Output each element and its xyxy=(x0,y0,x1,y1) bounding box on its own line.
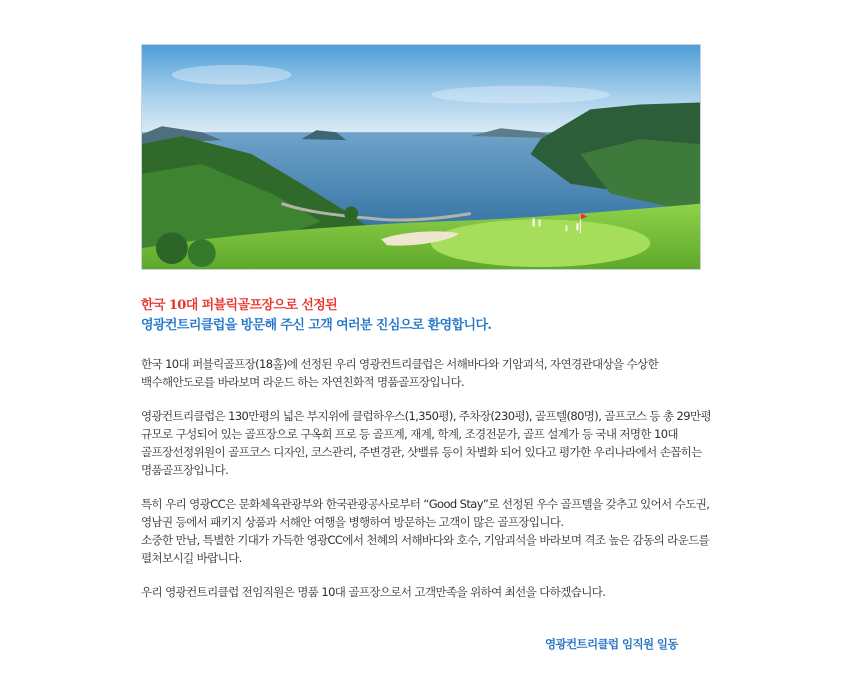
signature: 영광컨트리클럽 임직원 일동 xyxy=(545,637,678,651)
paragraph-commitment: 우리 영광컨트리클럽 전임직원은 명품 10대 골프장으로서 고객만족을 위하여 최선을 다하겠습니다. xyxy=(141,585,606,599)
headline-line-welcome: 영광컨트리클럽을 방문해 주신 고객 여러분 진심으로 환영합니다. xyxy=(141,318,492,333)
paragraph-facilities: 영광컨트리클럽은 130만평의 넓은 부지위에 클럽하우스(1,350평), 주차장(230평), 골프텔(80명), 골프코스 등 총 29만평 규모로 구성되어 있는 골프장으로 구옥희 프로 등 골프계, 재계, 학계, 조경전문가, 골프 설계가 등 국내 저명한 10대 골프장선정위원이 골프코스 디자인, 코스관리, 주변경관, 샷밸류 등이 차별화 되어 있다고 평가한 우리나라에서 손꼽히는 명품골프장입니다. xyxy=(141,409,711,477)
golf-course-seaside-icon xyxy=(142,45,700,269)
intro-body xyxy=(141,355,716,617)
paragraph-intro: 한국 10대 퍼블릭골프장(18홀)에 선정된 우리 영광컨트리클럽은 서해바다와 기암괴석, 자연경관대상을 수상한 백수해안도로를 바라보며 라운드 하는 자연친화적 명품골프장입니다. xyxy=(141,357,659,389)
headline-line-award: 한국 10대 퍼블릭골프장으로 선정된 xyxy=(141,298,338,313)
welcome-headline xyxy=(141,296,741,336)
paragraph-good-stay: 특히 우리 영광CC은 문화체육관광부와 한국관광공사로부터 “Good Stay”로 선정된 우수 골프텔을 갖추고 있어서 수도권, 영남권 등에서 패키지 상품과 서해안 여행을 병행하여 방문하는 고객이 많은 골프장입니다. 소중한 만남, 특별한 기대가 가득한 영광CC에서 천혜의 서해바다와 호수, 기암괴석을 바라보며 격조 높은 감동의 라운드를 펼쳐보시길 바랍니다. xyxy=(141,497,710,565)
hero-golf-course-image xyxy=(141,44,701,270)
